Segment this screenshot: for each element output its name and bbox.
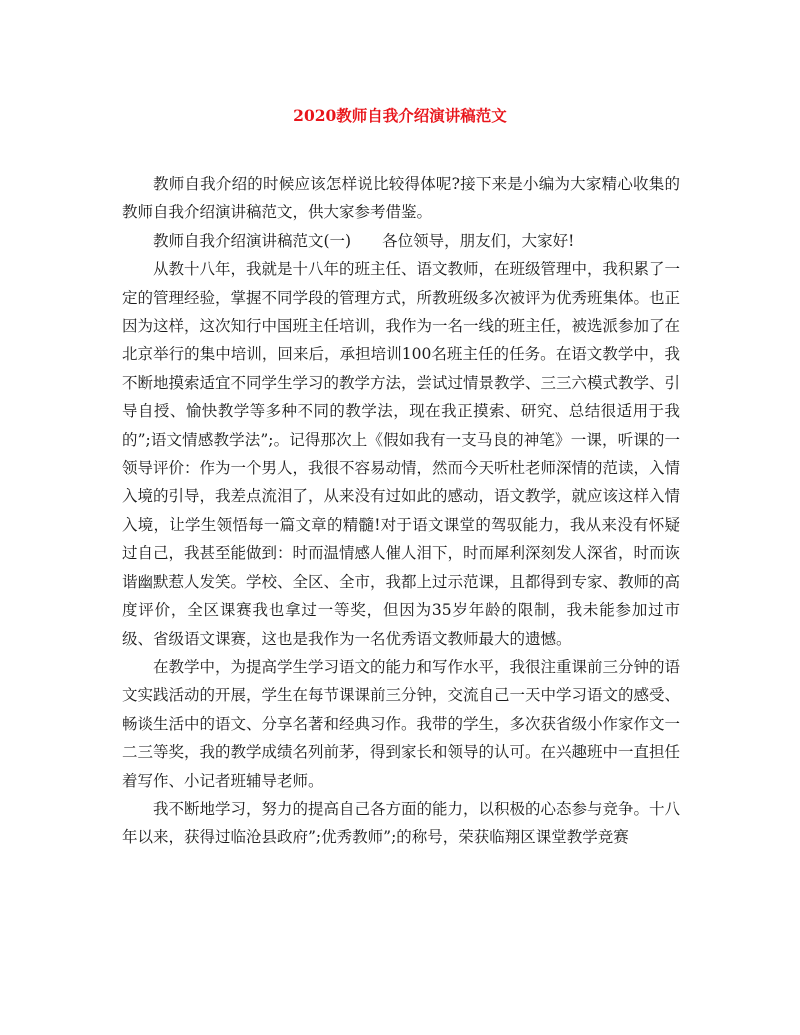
document-body [122, 170, 680, 852]
paragraph-learning: 我不断地学习，努力的提高自己各方面的能力，以积极的心态参与竞争。十八年以来，获得过临沧县政府”;优秀教师”;的称号，荣获临翔区课堂教学竞赛 [122, 799, 681, 847]
paragraph-experience: 从教十八年，我就是十八年的班主任、语文教师，在班级管理中，我积累了一定的管理经验，掌握不同学段的管理方式，所教班级多次被评为优秀班集体。也正因为这样，这次知行中国班主任培训，我作为一名一线的班主任，被选派参加了在北京举行的集中培训，回来后，承担培训100名班主任的任务。在语文教学中，我不断地摸索适宜不同学生学习的教学方法，尝试过情景教学、三三六模式教学、引导自授、愉快教学等多种不同的教学法，现在我正摸索、研究、总结很适用于我的”;语文情感教学法”;。记得那次上《假如我有一支马良的神笔》一课，听课的一领导评价：作为一个男人，我很不容易动情，然而今天听杜老师深情的范读，入情入境的引导，我差点流泪了，从来没有过如此的感动，语文教学，就应该这样入情入境，让学生领悟每一篇文章的精髓!对于语文课堂的驾驭能力，我从来没有怀疑过自己，我甚至能做到：时而温情感人催人泪下，时而犀利深刻发人深省，时而诙谐幽默惹人发笑。学校、全区、全市，我都上过示范课，且都得到专家、教师的高度评价，全区课赛我也拿过一等奖，但因为35岁年龄的限制，我未能参加过市级、省级语文课赛，这也是我作为一名优秀语文教师最大的遗憾。 [122, 260, 681, 648]
document-title: 2020教师自我介绍演讲稿范文 [293, 106, 507, 125]
paragraph-heading-greeting: 教师自我介绍演讲稿范文(一) 各位领导，朋友们，大家好! [153, 231, 575, 250]
paragraph-teaching: 在教学中，为提高学生学习语文的能力和写作水平，我很注重课前三分钟的语文实践活动的开展，学生在每节课课前三分钟，交流自己一天中学习语文的感受、畅谈生活中的语文、分享名著和经典习作。我带的学生，多次获省级小作家作文一二三等奖，我的教学成绩名列前茅，得到家长和领导的认可。在兴趣班中一直担任着写作、小记者班辅导老师。 [122, 657, 681, 790]
paragraph-intro: 教师自我介绍的时候应该怎样说比较得体呢?接下来是小编为大家精心收集的教师自我介绍演讲稿范文，供大家参考借鉴。 [122, 175, 680, 222]
